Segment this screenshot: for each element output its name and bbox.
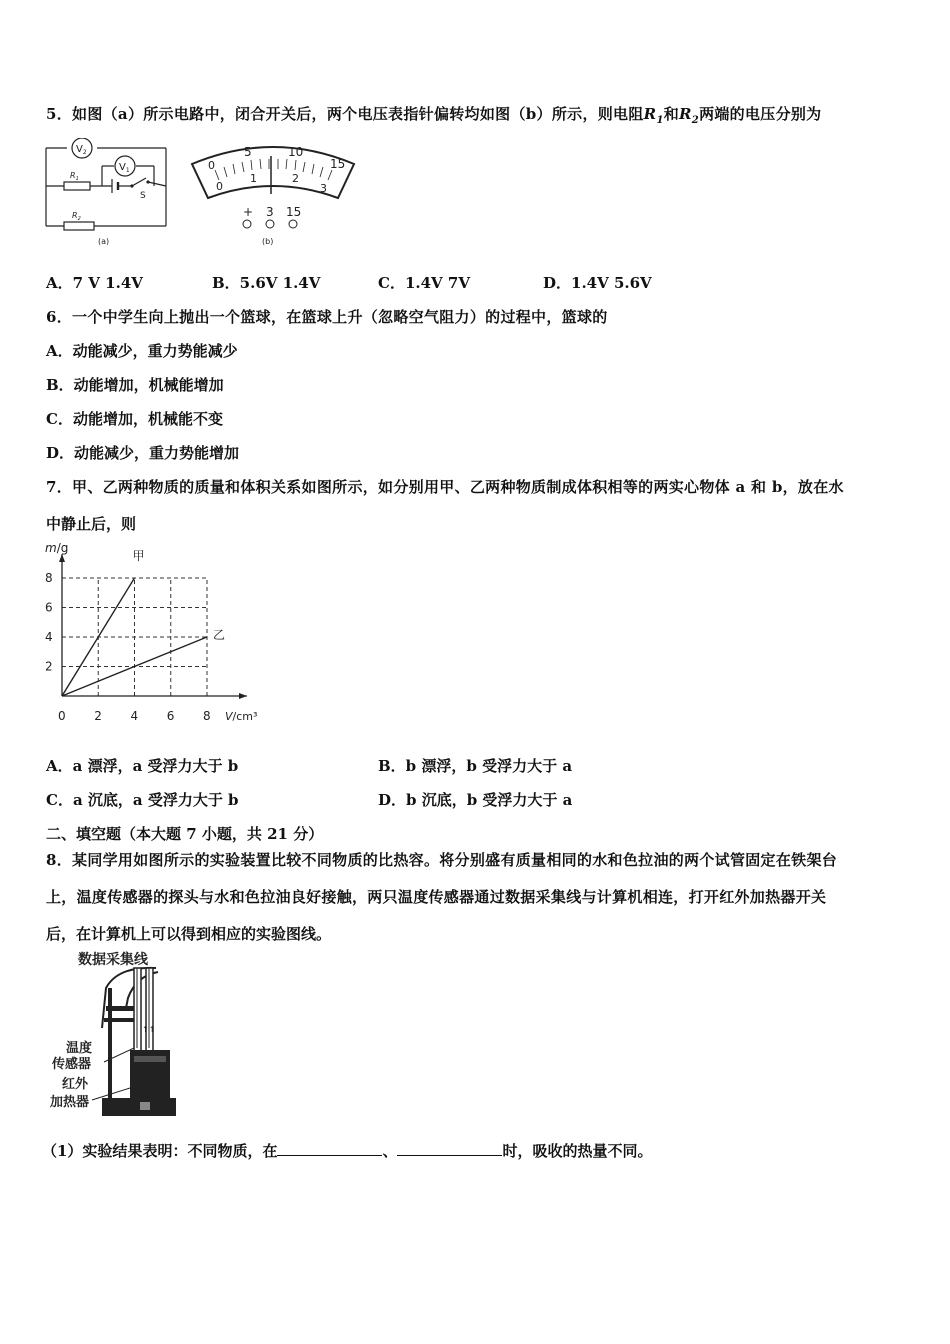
circuit-diagram — [42, 138, 172, 250]
x-tick-label: 2 — [94, 709, 102, 723]
y-tick-label: 8 — [45, 571, 53, 585]
q8-line1: 8．某同学用如图所示的实验装置比较不同物质的比热容。将分别盛有质量相同的水和色拉油的两个试管固定在铁架台 — [46, 851, 838, 869]
q6-option-d: D．动能减少，重力势能增加 — [46, 444, 240, 462]
label-data-cable: 数据采集线 — [78, 952, 148, 968]
terminal-label: + — [243, 205, 254, 219]
q7-stem-line2: 中静止后，则 — [46, 515, 137, 533]
svg-text:V2: $V_2$ — [76, 144, 87, 156]
voltmeter-v1-symbol — [115, 156, 135, 176]
q5-option-c: C．1.4V 7V — [378, 274, 470, 292]
dial-zero-top: 0 — [208, 159, 215, 172]
q7-option-d: D．b 沉底，b 受浮力大于 a — [378, 791, 573, 809]
r2-symbol: $R_2$ — [679, 105, 700, 126]
y-tick-label: 2 — [45, 659, 53, 674]
dial-top-tick: 15 — [330, 157, 346, 171]
answer-blank[interactable] — [277, 1141, 382, 1156]
resistor-r1-symbol — [64, 171, 90, 190]
q6-option-b: B．动能增加，机械能增加 — [46, 376, 224, 394]
q8-line3: 后，在计算机上可以得到相应的实验图线。 — [46, 925, 332, 943]
q5-option-b: B．5.6V 1.4V — [212, 274, 321, 292]
dial-bottom-tick: 3 — [320, 182, 327, 195]
heating-apparatus-figure — [46, 948, 186, 1124]
x-tick-label: 0 — [58, 709, 66, 723]
stand-base — [102, 1098, 176, 1116]
x-tick-label: 6 — [166, 709, 175, 723]
section-heading: 二、填空题（本大题 7 小题，共 21 分） — [46, 825, 324, 843]
label-temperature-sensor: 温度 — [66, 1041, 93, 1056]
q7-option-a: A．a 漂浮，a 受浮力大于 b — [46, 757, 239, 775]
test-tubes — [134, 968, 155, 1058]
infrared-heater — [130, 1050, 170, 1102]
q8-line2: 上，温度传感器的探头与水和色拉油良好接触，两只温度传感器通过数据采集线与计算机相连，打开红外加热器开关 — [46, 888, 827, 906]
q6-option-a: A．动能减少，重力势能减少 — [46, 342, 238, 360]
label-infrared-heater: 红外 — [62, 1077, 89, 1092]
svg-text:S: S — [140, 191, 146, 201]
answer-blank[interactable] — [397, 1141, 502, 1156]
series-label: 乙 — [213, 628, 226, 642]
dial-bottom-tick: 1 — [250, 172, 257, 185]
svg-text:V1: $V_1$ — [119, 162, 130, 174]
r1-symbol: $R_1$ — [643, 105, 664, 126]
label-infrared-heater: 加热器 — [50, 1095, 90, 1110]
voltmeter-v2-symbol — [72, 138, 92, 158]
q5-option-a: A．7 V 1.4V — [46, 274, 143, 292]
q7-stem-line1: 7．甲、乙两种物质的质量和体积关系如图所示，如分别用甲、乙两种物质制成体积相等的两实心物体 a 和 b，放在水 — [46, 478, 844, 496]
dial-bottom-tick: 2 — [292, 172, 299, 185]
q6-stem: 6．一个中学生向上抛出一个篮球，在篮球上升（忽略空气阻力）的过程中，篮球的 — [46, 308, 608, 326]
mass-volume-chart — [38, 536, 268, 728]
dial-top-tick: 5 — [244, 145, 252, 159]
dial-top-tick: 10 — [288, 145, 304, 159]
fig-a-caption: (a) — [98, 237, 110, 246]
svg-text:R2: $R_2$ — [72, 211, 81, 222]
fig-b-caption: (b) — [262, 237, 274, 246]
svg-text:R1: $R_1$ — [70, 171, 79, 182]
q8-subquestion-1: （1）实验结果表明：不同物质，在 、 时，吸收的热量不同。 — [42, 1142, 653, 1160]
y-tick-label: 4 — [45, 630, 53, 644]
series-label: 甲 — [132, 549, 145, 563]
y-axis-arrow — [59, 554, 65, 562]
voltmeter-dial — [188, 136, 358, 248]
y-axis-label: m/g — [45, 541, 69, 555]
x-tick-label: 8 — [203, 709, 211, 723]
x-tick-label: 4 — [130, 709, 139, 723]
x-axis-label: V/cm³ — [225, 710, 258, 723]
x-axis-arrow — [239, 693, 247, 699]
y-tick-label: 6 — [45, 600, 53, 615]
terminal-label: 15 — [286, 205, 302, 219]
battery-symbol — [112, 179, 118, 193]
dial-zero-bottom: 0 — [216, 180, 223, 193]
switch-symbol — [130, 178, 149, 201]
resistor-r2-symbol — [64, 211, 94, 230]
q5-stem: 5．如图（a）所示电路中，闭合开关后，两个电压表指针偏转均如图（b）所示，则电阻$R_1$和$R_2$两端的电压分别为 — [46, 105, 822, 126]
q5-option-d: D．1.4V 5.6V — [543, 274, 652, 292]
q7-option-b: B．b 漂浮，b 受浮力大于 a — [378, 757, 573, 775]
terminal-label: 3 — [266, 205, 274, 219]
q7-option-c: C．a 沉底，a 受浮力大于 b — [46, 791, 239, 809]
q6-option-c: C．动能增加，机械能不变 — [46, 410, 223, 428]
svg-text:↑↑: ↑↑ — [142, 1025, 156, 1034]
label-temperature-sensor: 传感器 — [52, 1057, 92, 1072]
